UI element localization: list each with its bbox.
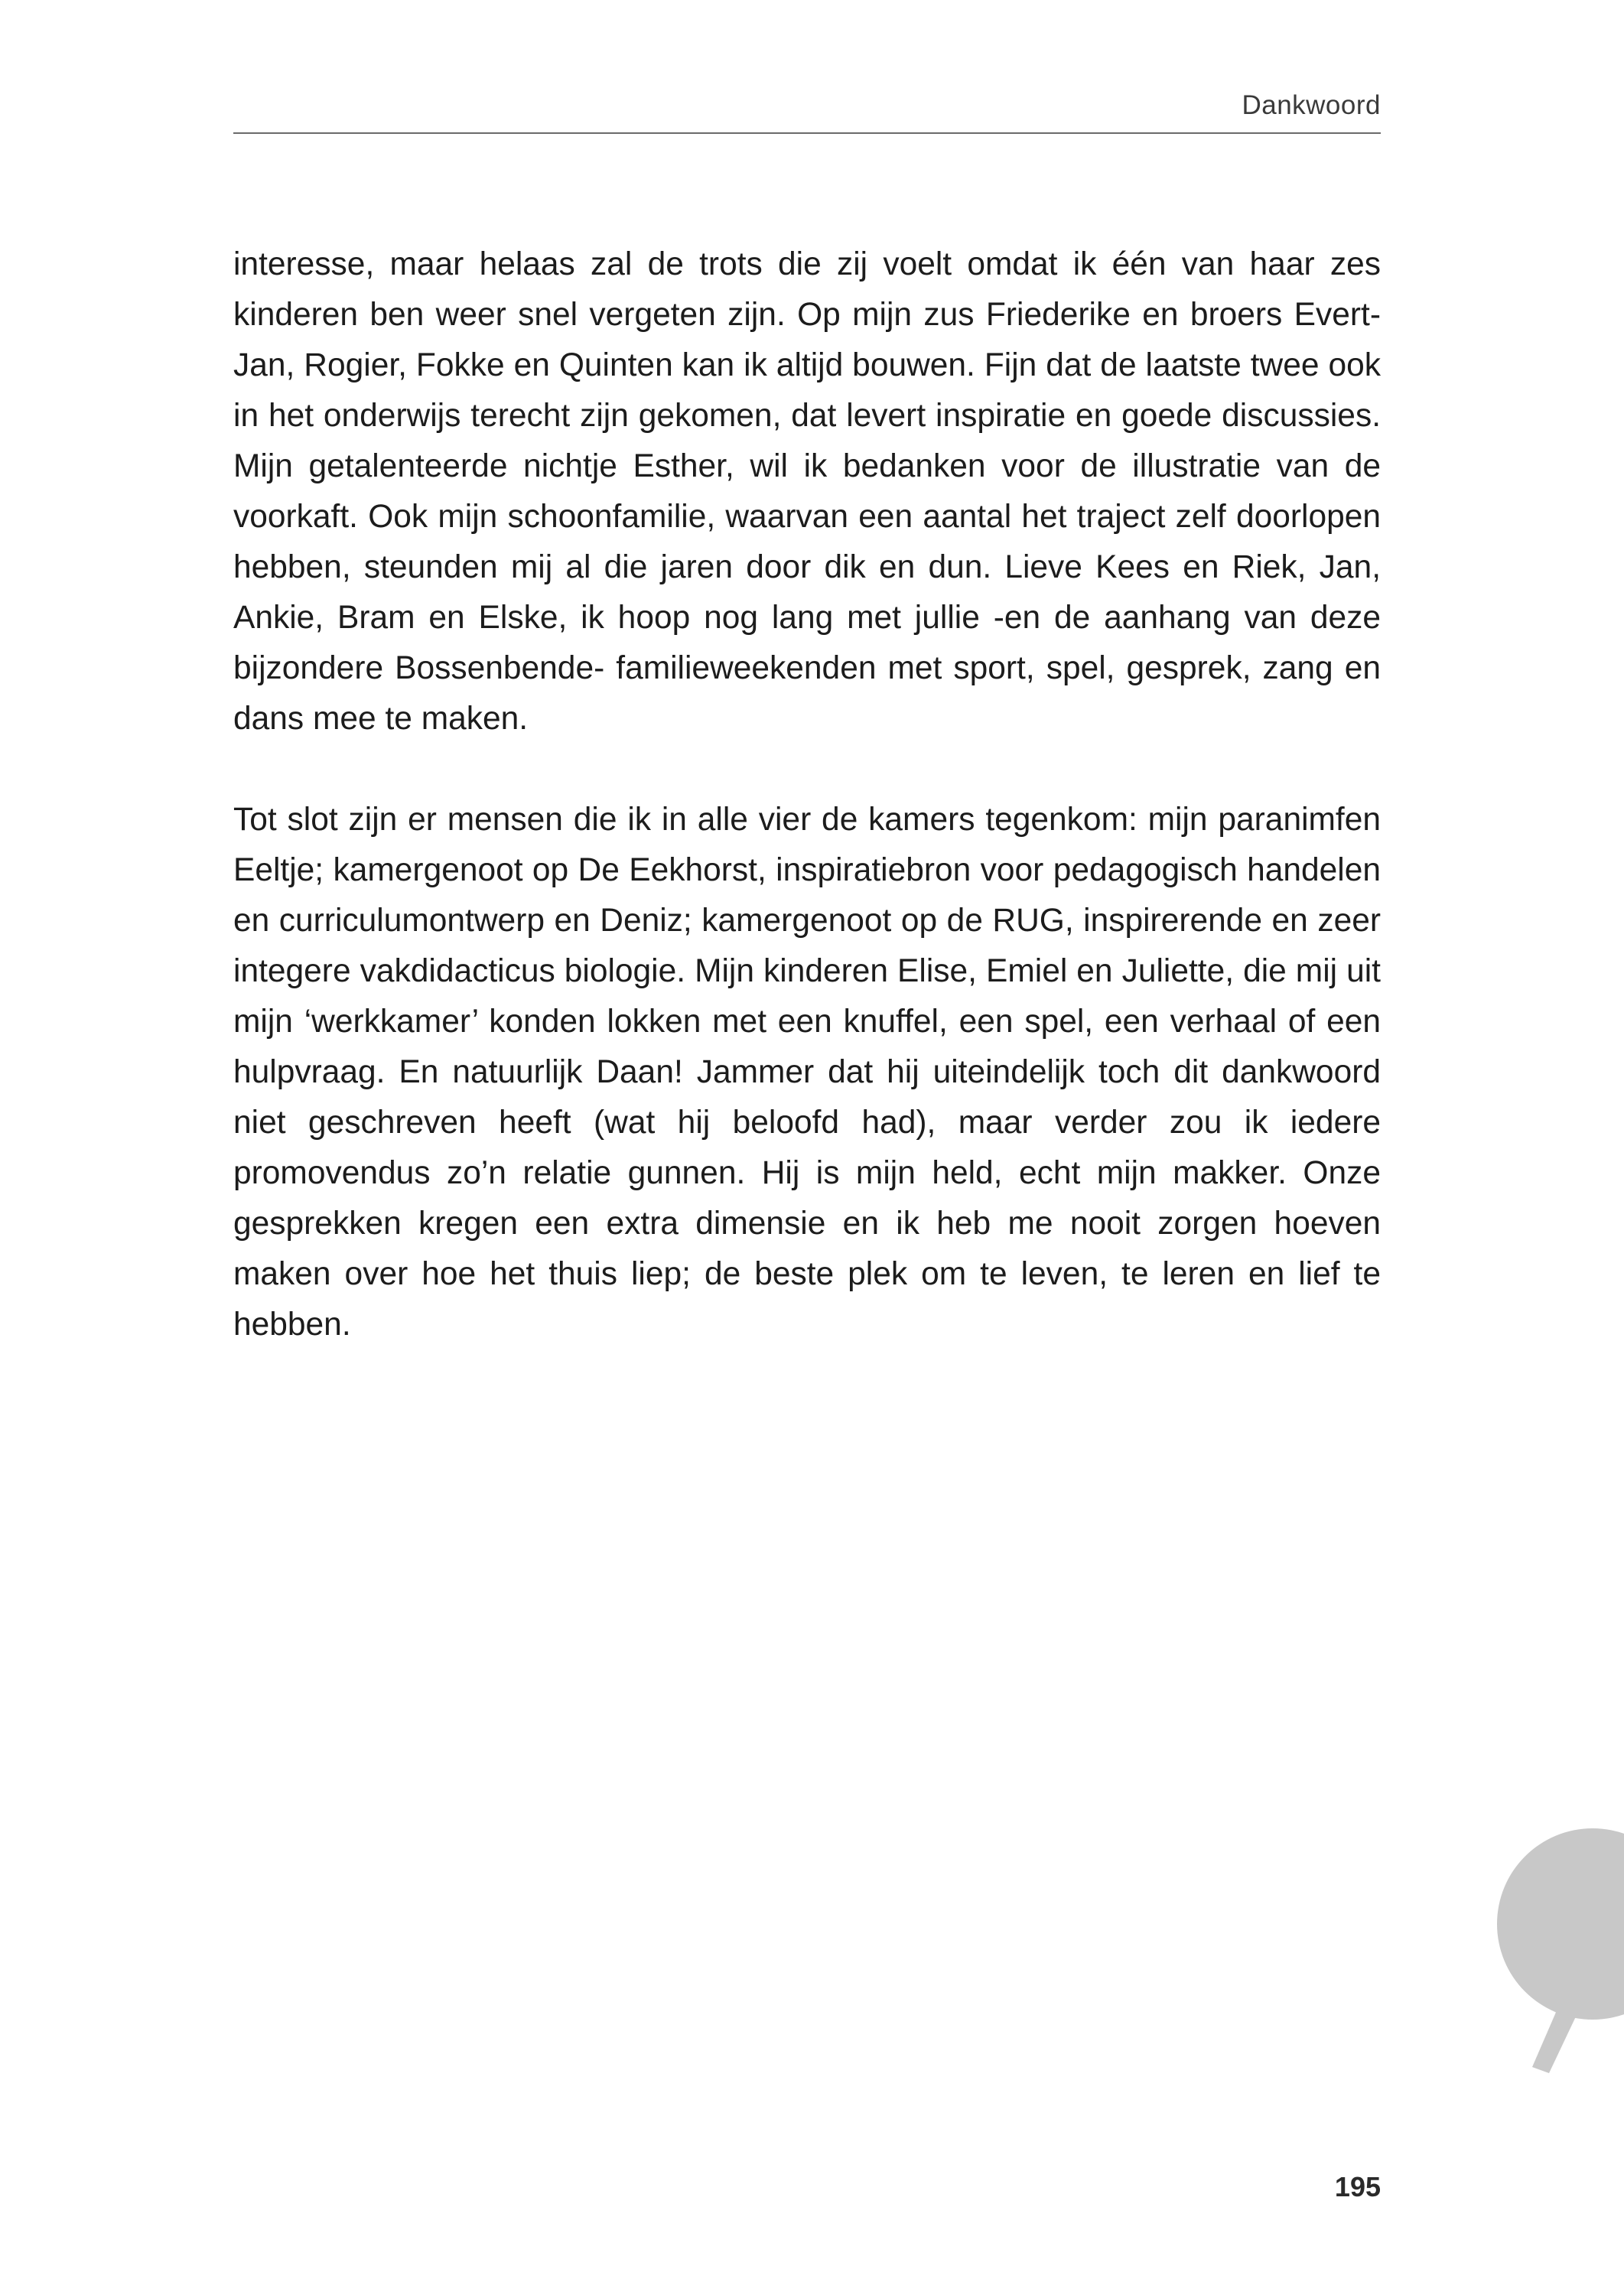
magnifier-tab-icon bbox=[1469, 1828, 1624, 2081]
header-divider bbox=[233, 132, 1381, 134]
running-header: Dankwoord bbox=[1242, 90, 1381, 120]
paragraph: Tot slot zijn er mensen die ik in alle vier de kamers tegenkom: mijn paranimfen Eeltje; kamergenoot op De Eekhorst, inspiratiebron voor pedagogisch handelen en curriculumontwerp en Deniz; kamergenoot op de RUG, inspirerende en zeer integere vakdidacticus biologie. Mijn kinderen Elise, Emiel en Juliette, die mij uit mijn ‘werkkamer’ konden lokken met een knuffel, een spel, een verhaal of een hulpvraag. En natuurlijk Daan! Jammer dat hij uiteindelijk toch dit dankwoord niet geschreven heeft (wat hij beloofd had), maar verder zou ik iedere promovendus zo’n relatie gunnen. Hij is mijn held, echt mijn makker. Onze gesprekken kregen een extra dimensie en ik heb me nooit zorgen hoeven maken over hoe het thuis liep; de beste plek om te leven, te leren en lief te hebben. bbox=[233, 802, 1381, 1343]
page-number: 195 bbox=[1334, 2171, 1381, 2202]
paragraph: interesse, maar helaas zal de trots die zij voelt omdat ik één van haar zes kinderen ben weer snel vergeten zijn. Op mijn zus Friederike en broers Evert-Jan, Rogier, Fokke en Quinten kan ik altijd bouwen. Fijn dat de laatste twee ook in het onderwijs terecht zijn gekomen, dat levert inspiratie en goede discussies. Mijn getalenteerde nichtje Esther, wil ik bedanken voor de illustratie van de voorkaft. Ook mijn schoonfamilie, waarvan een aantal het traject zelf doorlopen hebben, steunden mij al die jaren door dik en dun. Lieve Kees en Riek, Jan, Ankie, Bram en Elske, ik hoop nog lang met jullie -en de aanhang van deze bijzondere Bossenbende- familieweekenden met sport, spel, gesprek, zang en dans mee te maken. bbox=[233, 246, 1381, 737]
body-text bbox=[233, 239, 1381, 1350]
